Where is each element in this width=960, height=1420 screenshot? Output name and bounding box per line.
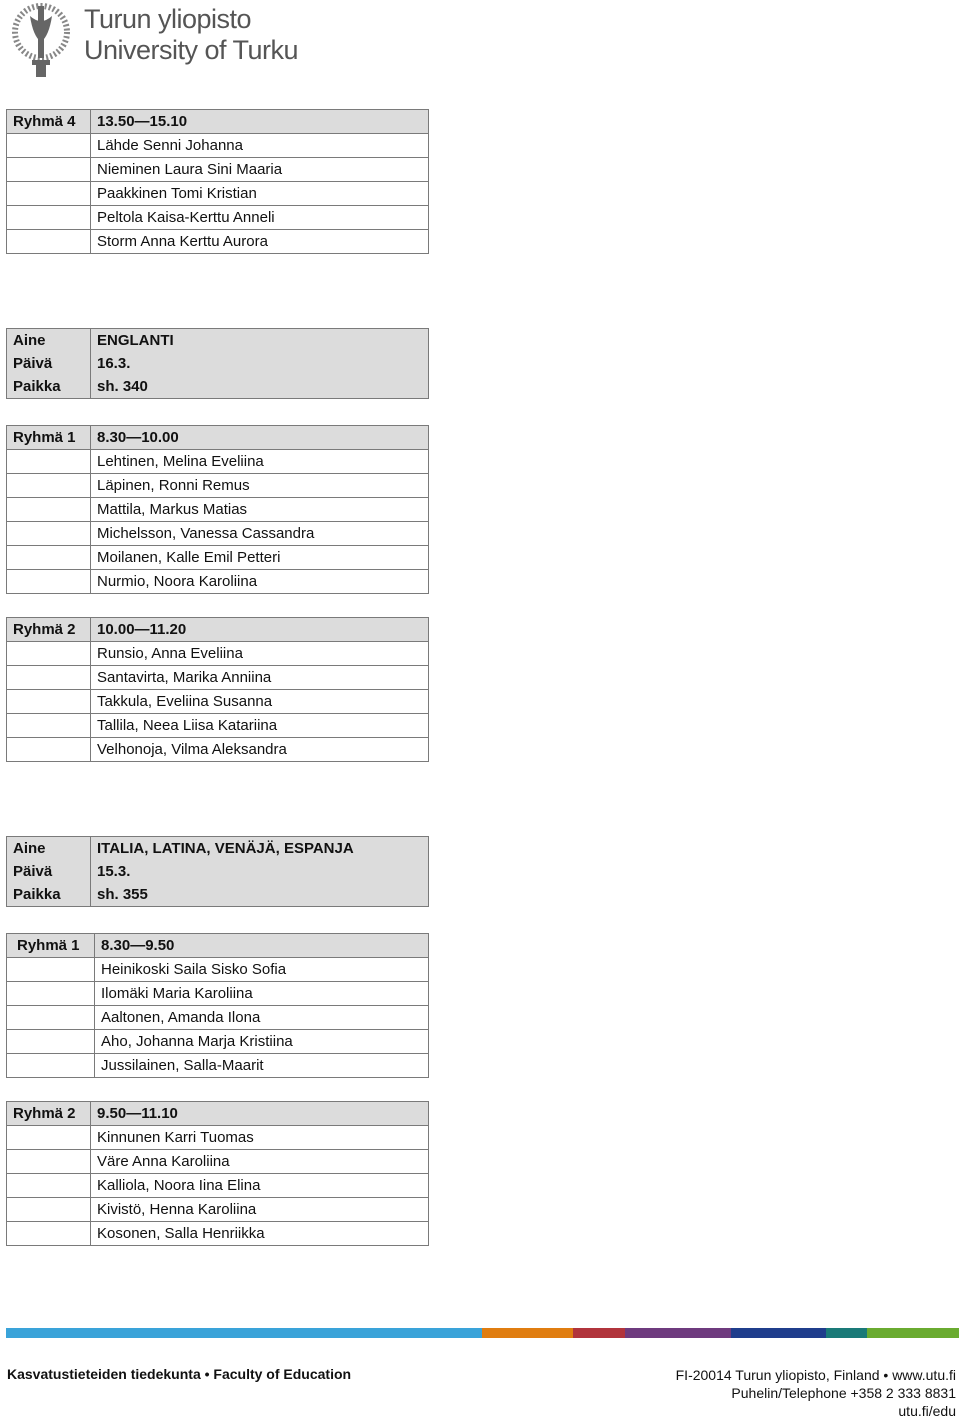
footer-stripe [6,1328,482,1338]
group-label: Ryhmä 2 [7,618,91,642]
student-name: Paakkinen Tomi Kristian [91,182,429,206]
footer-stripe [731,1328,826,1338]
group-time: 9.50—11.10 [91,1102,429,1126]
contact-info [676,1366,956,1420]
student-name: Takkula, Eveliina Susanna [91,690,429,714]
info-value: 16.3. [91,352,429,375]
group-time: 8.30—10.00 [91,426,429,450]
university-logo-icon [6,2,76,78]
group-time: 13.50—15.10 [91,110,429,134]
info-value: ENGLANTI [91,329,429,353]
info-value: ITALIA, LATINA, VENÄJÄ, ESPANJA [91,837,429,861]
student-name: Peltola Kaisa-Kerttu Anneli [91,206,429,230]
student-name: Moilanen, Kalle Emil Petteri [91,546,429,570]
info-label: Paikka [7,883,91,907]
info-label: Päivä [7,352,91,375]
faculty-name: Kasvatustieteiden tiedekunta • Faculty of Education [7,1366,352,1382]
student-name: Lähde Senni Johanna [91,134,429,158]
info-value: sh. 340 [91,375,429,399]
group-table [6,617,429,762]
student-name: Runsio, Anna Eveliina [91,642,429,666]
student-name: Lehtinen, Melina Eveliina [91,450,429,474]
group-table [6,1101,429,1246]
student-name: Kinnunen Karri Tuomas [91,1126,429,1150]
student-name: Kalliola, Noora Iina Elina [91,1174,429,1198]
info-label: Päivä [7,860,91,883]
group-label: Ryhmä 4 [7,110,91,134]
subject-info-table [6,328,429,399]
subject-info-table [6,836,429,907]
group-table [6,425,429,594]
group-label: Ryhmä 2 [7,1102,91,1126]
group-label: Ryhmä 1 [7,934,95,958]
info-value: 15.3. [91,860,429,883]
group-table [6,109,429,254]
address: FI-20014 Turun yliopisto, Finland • www.utu.fi [675,1367,956,1383]
info-value: sh. 355 [91,883,429,907]
info-label: Paikka [7,375,91,399]
student-name: Nieminen Laura Sini Maaria [91,158,429,182]
footer-stripe [867,1328,959,1338]
student-name: Storm Anna Kerttu Aurora [91,230,429,254]
student-name: Mattila, Markus Matias [91,498,429,522]
student-name: Ilomäki Maria Karoliina [95,982,429,1006]
student-name: Aaltonen, Amanda Ilona [95,1006,429,1030]
student-name: Velhonoja, Vilma Aleksandra [91,738,429,762]
logo-text [84,4,298,66]
group-label: Ryhmä 1 [7,426,91,450]
group-table [6,933,429,1078]
student-name: Väre Anna Karoliina [91,1150,429,1174]
student-name: Läpinen, Ronni Remus [91,474,429,498]
student-name: Nurmio, Noora Karoliina [91,570,429,594]
footer-stripe [573,1328,625,1338]
footer-stripe [482,1328,573,1338]
student-name: Santavirta, Marika Anniina [91,666,429,690]
student-name: Michelsson, Vanessa Cassandra [91,522,429,546]
logo-line-2: University of Turku [84,35,299,65]
footer-stripe [625,1328,731,1338]
student-name: Tallila, Neea Liisa Katariina [91,714,429,738]
student-name: Kosonen, Salla Henriikka [91,1222,429,1246]
student-name: Heinikoski Saila Sisko Sofia [95,958,429,982]
footer-stripe [826,1328,867,1338]
telephone: Puhelin/Telephone +358 2 333 8831 [731,1385,956,1401]
group-time: 10.00—11.20 [91,618,429,642]
info-label: Aine [7,329,91,353]
student-name: Kivistö, Henna Karoliina [91,1198,429,1222]
website-link[interactable]: utu.fi/edu [898,1403,956,1419]
group-time: 8.30—9.50 [95,934,429,958]
student-name: Jussilainen, Salla-Maarit [95,1054,429,1078]
student-name: Aho, Johanna Marja Kristiina [95,1030,429,1054]
logo-line-1: Turun yliopisto [84,4,252,34]
info-label: Aine [7,837,91,861]
